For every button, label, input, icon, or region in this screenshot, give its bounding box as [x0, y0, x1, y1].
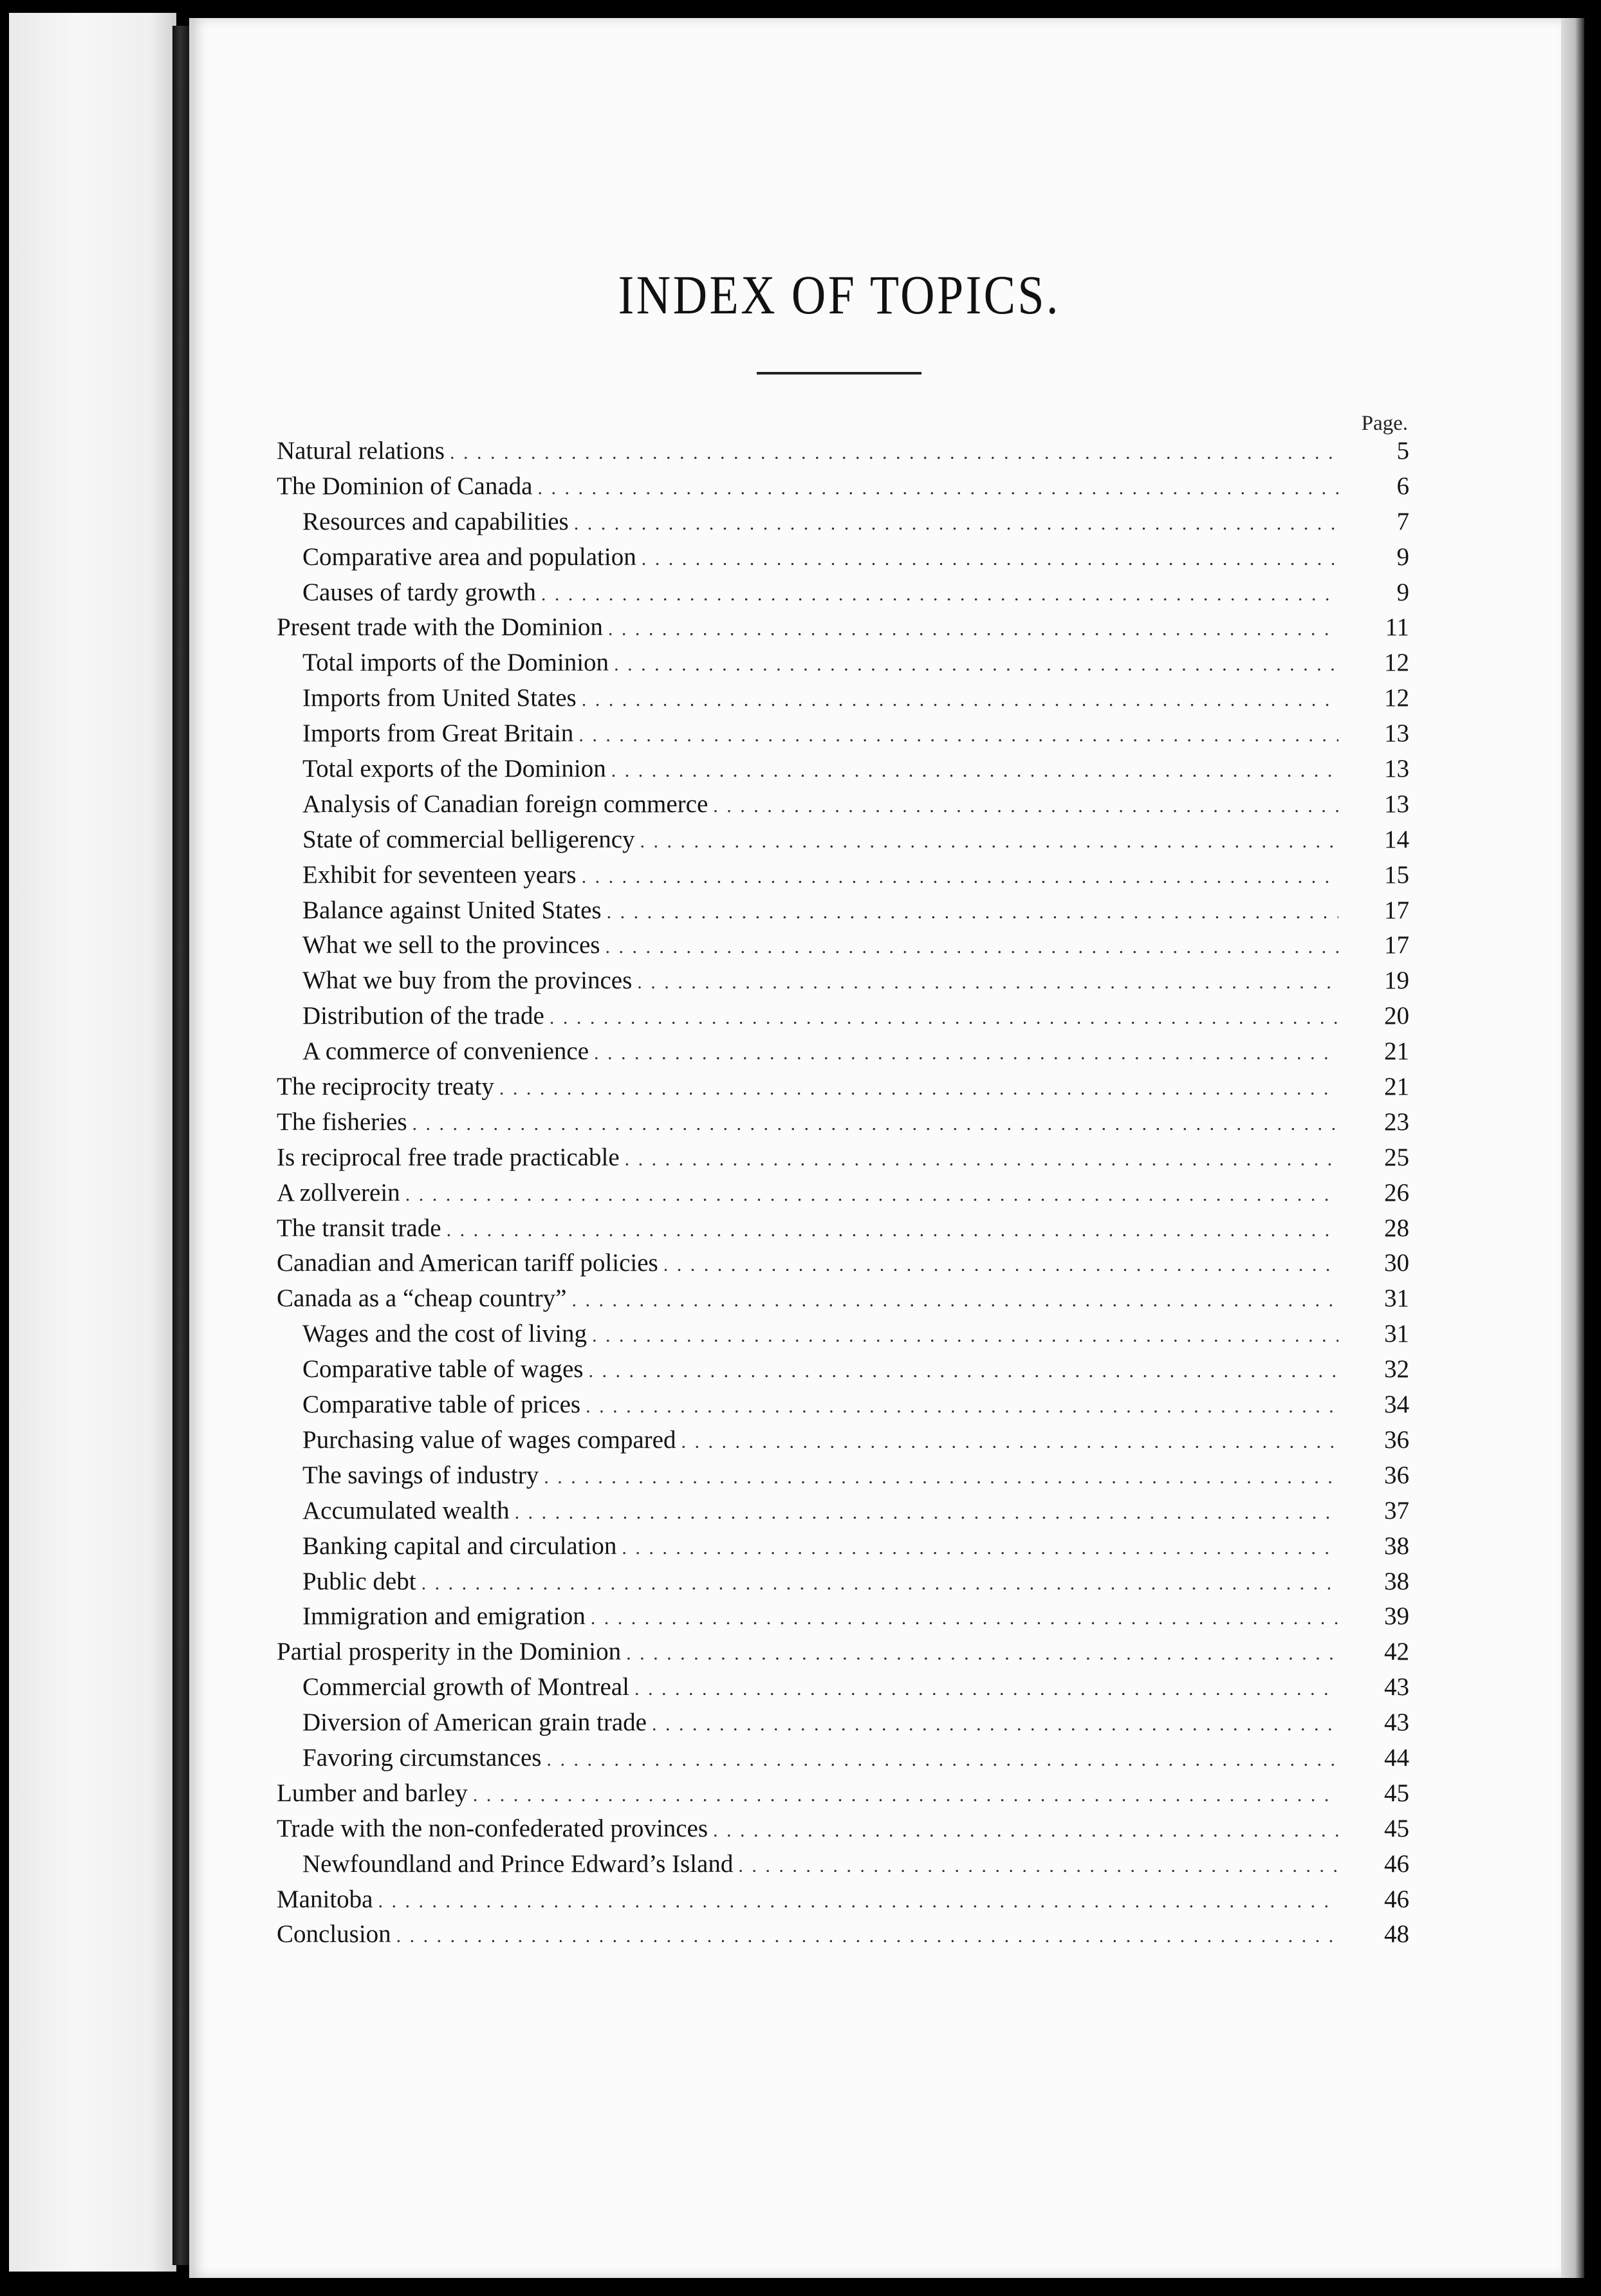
toc-dot-leader — [541, 584, 1338, 606]
toc-topic: Imports from United States — [302, 684, 577, 712]
toc-topic: Banking capital and circulation — [302, 1532, 617, 1560]
toc-entry — [277, 1143, 1409, 1178]
toc-topic: Causes of tardy growth — [302, 578, 536, 606]
toc-dot-leader — [591, 1607, 1338, 1629]
toc-entry — [277, 1355, 1409, 1390]
toc-topic: Resources and capabilities — [302, 507, 569, 535]
toc-dot-leader — [713, 795, 1338, 817]
toc-page-number: 13 — [1384, 755, 1409, 783]
toc-page-number: 28 — [1384, 1214, 1409, 1242]
toc-page-number: 39 — [1384, 1602, 1409, 1631]
toc-page-number: 42 — [1384, 1638, 1409, 1666]
toc-topic: Commercial growth of Montreal — [302, 1673, 629, 1701]
toc-topic: Exhibit for seventeen years — [302, 860, 577, 889]
toc-topic: A commerce of convenience — [302, 1037, 589, 1066]
toc-entry — [277, 648, 1409, 683]
toc-page-number: 7 — [1396, 507, 1409, 535]
toc-dot-leader — [611, 760, 1338, 782]
toc-topic: The transit trade — [277, 1214, 441, 1242]
toc-entry — [277, 1814, 1409, 1849]
toc-page-number: 20 — [1384, 1002, 1409, 1030]
toc-entry — [277, 1602, 1409, 1637]
toc-page-number: 34 — [1384, 1391, 1409, 1419]
toc-topic: Lumber and barley — [277, 1779, 468, 1807]
toc-entry — [277, 1779, 1409, 1814]
toc-page-number: 31 — [1384, 1284, 1409, 1313]
toc-dot-leader — [614, 654, 1338, 676]
toc-page-number: 13 — [1384, 719, 1409, 748]
toc-entry — [277, 1072, 1409, 1107]
toc-dot-leader — [607, 902, 1338, 923]
toc-entry — [277, 507, 1409, 542]
toc-entry — [277, 790, 1409, 825]
toc-topic: Total imports of the Dominion — [302, 649, 609, 677]
toc-page-number: 38 — [1384, 1532, 1409, 1560]
toc-topic: Comparative table of wages — [302, 1355, 584, 1384]
toc-entry — [277, 896, 1409, 931]
toc-page-number: 26 — [1384, 1178, 1409, 1207]
toc-topic: Accumulated wealth — [302, 1496, 510, 1524]
toc-topic: Present trade with the Dominion — [277, 613, 603, 642]
toc-dot-leader — [499, 1078, 1338, 1100]
toc-entry — [277, 1672, 1409, 1708]
toc-topic: Newfoundland and Prince Edward’s Island — [302, 1849, 734, 1878]
toc-dot-leader — [642, 548, 1338, 570]
toc-dot-leader — [652, 1714, 1338, 1736]
toc-dot-leader — [378, 1891, 1338, 1912]
page-title: INDEX OF TOPICS. — [618, 264, 1060, 326]
toc-entry — [277, 1849, 1409, 1885]
toc-topic: Purchasing value of wages compared — [302, 1425, 676, 1454]
title-rule-divider — [757, 372, 921, 375]
toc-page-number: 17 — [1384, 896, 1409, 924]
toc-entry — [277, 1178, 1409, 1214]
toc-entry — [277, 683, 1409, 719]
toc-page-number: 21 — [1384, 1073, 1409, 1101]
toc-entry — [277, 860, 1409, 896]
toc-topic: The savings of industry — [302, 1461, 539, 1489]
toc-page-number: 17 — [1384, 931, 1409, 959]
toc-entry — [277, 1743, 1409, 1779]
toc-entry — [277, 825, 1409, 860]
toc-entry — [277, 1214, 1409, 1249]
toc-page-number: 30 — [1384, 1249, 1409, 1277]
toc-topic: Diversion of American grain trade — [302, 1708, 647, 1737]
toc-dot-leader — [738, 1855, 1338, 1877]
toc-page-number: 44 — [1384, 1743, 1409, 1772]
toc-page-number: 9 — [1396, 542, 1409, 571]
toc-page-number: 37 — [1384, 1496, 1409, 1524]
toc-entry — [277, 754, 1409, 790]
page-column-label: Page. — [1361, 412, 1408, 435]
toc-page-number: 43 — [1384, 1673, 1409, 1701]
toc-dot-leader — [515, 1502, 1338, 1524]
toc-dot-leader — [625, 1149, 1338, 1171]
toc-entry — [277, 966, 1409, 1001]
toc-page-number: 13 — [1384, 790, 1409, 818]
toc-entry — [277, 1708, 1409, 1743]
toc-dot-leader — [421, 1573, 1338, 1595]
toc-entry — [277, 1107, 1409, 1143]
toc-entry — [277, 436, 1409, 472]
toc-entry — [277, 1248, 1409, 1284]
toc-topic: Immigration and emigration — [302, 1602, 586, 1631]
toc-dot-leader — [605, 936, 1338, 958]
toc-entry — [277, 1532, 1409, 1567]
toc-dot-leader — [450, 442, 1338, 464]
toc-topic: Balance against United States — [302, 896, 602, 924]
toc-dot-leader — [537, 477, 1338, 499]
toc-dot-leader — [405, 1184, 1338, 1206]
toc-dot-leader — [713, 1820, 1338, 1842]
toc-entry — [277, 613, 1409, 648]
toc-page-number: 45 — [1384, 1814, 1409, 1842]
toc-dot-leader — [574, 513, 1338, 535]
toc-dot-leader — [608, 618, 1338, 640]
toc-page-number: 46 — [1384, 1885, 1409, 1913]
toc-entry — [277, 472, 1409, 507]
toc-entry — [277, 578, 1409, 613]
toc-page-number: 38 — [1384, 1567, 1409, 1595]
toc-dot-leader — [582, 866, 1338, 888]
toc-entry — [277, 1496, 1409, 1532]
toc-dot-leader — [626, 1643, 1338, 1665]
toc-page-number: 43 — [1384, 1708, 1409, 1737]
toc-dot-leader — [546, 1749, 1338, 1771]
toc-page-number: 45 — [1384, 1779, 1409, 1807]
toc-page-number: 19 — [1384, 967, 1409, 995]
toc-entry — [277, 1885, 1409, 1920]
toc-dot-leader — [473, 1784, 1338, 1806]
toc-dot-leader — [637, 972, 1338, 994]
toc-entry — [277, 1637, 1409, 1672]
toc-topic: Comparative table of prices — [302, 1391, 581, 1419]
toc-topic: Canada as a “cheap country” — [277, 1284, 567, 1313]
toc-topic: What we sell to the provinces — [302, 931, 600, 959]
toc-page-number: 25 — [1384, 1143, 1409, 1171]
toc-dot-leader — [681, 1431, 1338, 1453]
toc-entry — [277, 930, 1409, 966]
toc-page-number: 14 — [1384, 825, 1409, 853]
toc-topic: Wages and the cost of living — [302, 1320, 588, 1348]
toc-entry — [277, 719, 1409, 754]
toc-dot-leader — [396, 1925, 1338, 1947]
toc-topic: Trade with the non-confederated provinces — [277, 1814, 708, 1842]
toc-topic: Favoring circumstances — [302, 1743, 542, 1772]
toc-page-number: 15 — [1384, 860, 1409, 889]
toc-topic: Imports from Great Britain — [302, 719, 574, 748]
toc-topic: Analysis of Canadian foreign commerce — [302, 790, 708, 818]
toc-page-number: 6 — [1396, 472, 1409, 500]
toc-page-number: 12 — [1384, 649, 1409, 677]
toc-entry — [277, 1001, 1409, 1037]
toc-page-number: 36 — [1384, 1461, 1409, 1489]
toc-page-number: 31 — [1384, 1320, 1409, 1348]
toc-entry — [277, 542, 1409, 578]
toc-page-number: 36 — [1384, 1425, 1409, 1454]
toc-dot-leader — [571, 1290, 1338, 1311]
toc-topic: The reciprocity treaty — [277, 1073, 494, 1101]
toc-page-number: 5 — [1396, 437, 1409, 465]
toc-topic: Manitoba — [277, 1885, 373, 1913]
toc-entry — [277, 1425, 1409, 1461]
book-binding-gutter — [172, 26, 189, 2265]
toc-topic: Conclusion — [277, 1920, 391, 1949]
toc-topic: The fisheries — [277, 1107, 407, 1136]
toc-topic: State of commercial belligerency — [302, 825, 635, 853]
toc-entry — [277, 1920, 1409, 1955]
toc-dot-leader — [663, 1254, 1338, 1276]
toc-dot-leader — [550, 1007, 1338, 1029]
toc-dot-leader — [582, 689, 1338, 711]
toc-entry — [277, 1319, 1409, 1355]
toc-entry — [277, 1390, 1409, 1425]
toc-page-number: 12 — [1384, 684, 1409, 712]
toc-page-number: 21 — [1384, 1037, 1409, 1066]
toc-topic: Distribution of the trade — [302, 1002, 544, 1030]
toc-page-number: 9 — [1396, 578, 1409, 606]
toc-dot-leader — [586, 1396, 1338, 1418]
toc-topic: Public debt — [302, 1567, 416, 1595]
toc-dot-leader — [578, 725, 1338, 746]
toc-page-number: 46 — [1384, 1849, 1409, 1878]
toc-topic: Natural relations — [277, 437, 445, 465]
toc-dot-leader — [592, 1325, 1338, 1347]
toc-topic: Is reciprocal free trade practicable — [277, 1143, 620, 1171]
toc-entry — [277, 1037, 1409, 1072]
toc-dot-leader — [447, 1219, 1338, 1241]
toc-dot-leader — [544, 1467, 1338, 1488]
toc-topic: Partial prosperity in the Dominion — [277, 1638, 622, 1666]
toc-page-number: 32 — [1384, 1355, 1409, 1384]
left-page-margin — [9, 13, 176, 2272]
toc-dot-leader — [594, 1042, 1338, 1064]
toc-dot-leader — [588, 1360, 1338, 1382]
toc-dot-leader — [622, 1537, 1338, 1559]
toc-dot-leader — [412, 1113, 1338, 1135]
table-of-contents — [277, 436, 1409, 1955]
toc-page-number: 48 — [1384, 1920, 1409, 1949]
toc-topic: Canadian and American tariff policies — [277, 1249, 658, 1277]
toc-page-number: 11 — [1385, 613, 1409, 642]
toc-topic: The Dominion of Canada — [277, 472, 533, 500]
toc-topic: A zollverein — [277, 1178, 400, 1207]
page-right-edge — [1561, 18, 1584, 2278]
toc-entry — [277, 1567, 1409, 1602]
toc-entry — [277, 1284, 1409, 1319]
toc-dot-leader — [640, 831, 1338, 853]
toc-topic: Comparative area and population — [302, 542, 636, 571]
toc-page-number: 23 — [1384, 1107, 1409, 1136]
toc-topic: What we buy from the provinces — [302, 967, 633, 995]
toc-entry — [277, 1461, 1409, 1496]
toc-topic: Total exports of the Dominion — [302, 755, 606, 783]
toc-dot-leader — [634, 1678, 1338, 1700]
